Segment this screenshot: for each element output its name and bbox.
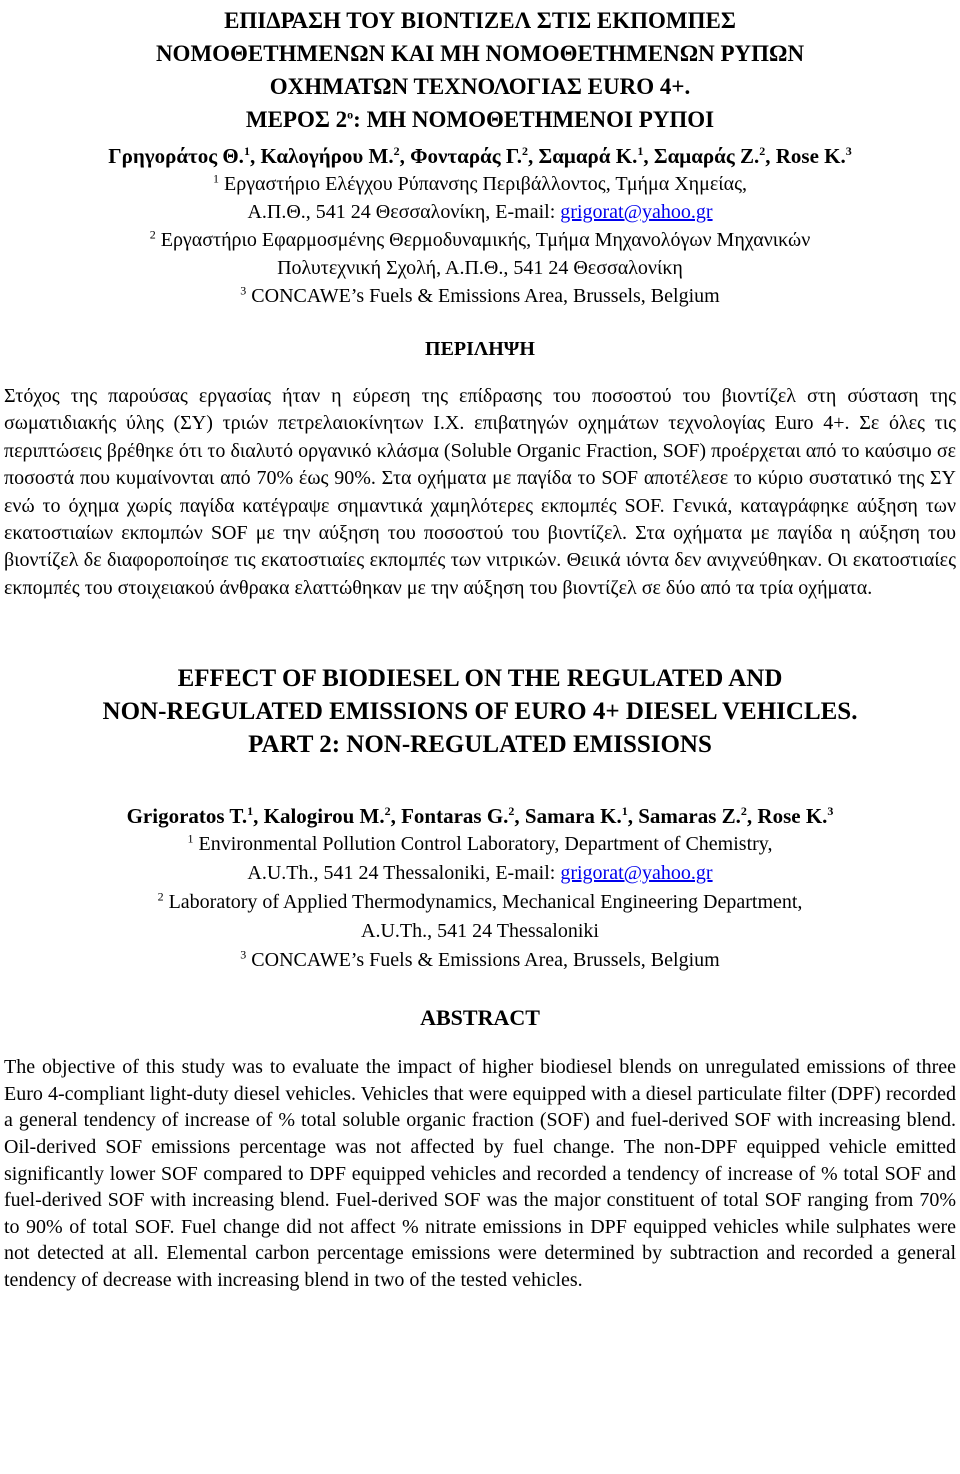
paper-page bbox=[2, 4, 958, 1294]
greek-affiliation-2 bbox=[4, 226, 956, 254]
affiliation-sup: 3 bbox=[240, 947, 247, 962]
author-sup: 2 bbox=[384, 804, 391, 819]
greek-abstract-heading: ΠΕΡΙΛΗΨΗ bbox=[425, 338, 535, 360]
author-name: Καλογήρου Μ. bbox=[260, 144, 394, 168]
author bbox=[638, 804, 757, 828]
author-sup: 2 bbox=[521, 144, 528, 158]
author-sup: 2 bbox=[759, 144, 766, 158]
author-sup: 2 bbox=[393, 144, 400, 158]
author-sep: , bbox=[527, 144, 539, 168]
affiliation-sup: 2 bbox=[149, 227, 156, 242]
greek-affiliation-2-line-2: Πολυτεχνική Σχολή, Α.Π.Θ., 541 24 Θεσσαλονίκη bbox=[277, 257, 683, 279]
author bbox=[127, 804, 264, 828]
author-sup: 1 bbox=[621, 804, 628, 819]
english-affiliations bbox=[4, 830, 956, 975]
email-link[interactable]: grigorat@yahoo.gr bbox=[560, 201, 713, 223]
greek-authors bbox=[4, 143, 956, 170]
author-name: Fontaras G. bbox=[401, 804, 509, 829]
english-affiliation-1-line-2 bbox=[4, 859, 956, 888]
english-abstract-heading: ABSTRACT bbox=[420, 1005, 540, 1031]
greek-title-line-4 bbox=[4, 103, 956, 136]
author-name: Samaras Z. bbox=[638, 804, 741, 829]
author bbox=[108, 144, 260, 168]
english-affiliation-1 bbox=[4, 830, 956, 859]
greek-title bbox=[4, 4, 956, 136]
author-sup: 2 bbox=[740, 804, 747, 819]
greek-affiliation-1 bbox=[4, 170, 956, 198]
english-affiliation-2-line-2: A.U.Th., 541 24 Thessaloniki bbox=[361, 920, 599, 943]
affiliation-text: Laboratory of Applied Thermodynamics, Mechanical Engineering Department, bbox=[163, 891, 803, 914]
english-abstract-text: The objective of this study was to evaluate the impact of higher biodiesel blends on unregulated emissions of three Euro 4-compliant light-duty diesel vehicles. Vehicles that were equipped with a diesel particulate filter (DPF) recorded a general tendency of increase of % total soluble organic fraction (SOF) and fuel-derived SOF with increasing blend. Oil-derived SOF emissions percentage was not affected by fuel change. The non-DPF equipped vehicle emitted significantly lower SOF compared to DPF equipped vehicles and recorded a tendency of increase of % total SOF and fuel-derived SOF with increasing blend. Fuel-derived SOF was the major constituent of total SOF ranging from 70% to 90% of total SOF. Fuel change did not affect % nitrate emissions in DPF equipped vehicles while sulphates were not detected at all. Elemental carbon percentage emissions were determined by subtraction and recorded a general tendency of decrease with increasing blend in two of the tested vehicles. bbox=[4, 1056, 956, 1291]
author bbox=[525, 804, 638, 828]
author-sup: 1 bbox=[637, 144, 644, 158]
author-sep: , bbox=[390, 804, 402, 829]
affiliation-sup: 3 bbox=[240, 283, 247, 298]
affiliation-text: Εργαστήριο Ελέγχου Ρύπανσης Περιβάλλοντος, Τμήμα Χημείας, bbox=[219, 173, 747, 195]
author-sep: , bbox=[399, 144, 411, 168]
author-name: Grigoratos T. bbox=[126, 804, 248, 829]
affiliation-sup: 1 bbox=[187, 831, 194, 846]
author-name: Φονταράς Γ. bbox=[410, 144, 522, 168]
author bbox=[401, 804, 525, 828]
greek-title-line-2: ΝΟΜΟΘΕΤΗΜΕΝΩΝ ΚΑΙ ΜΗ ΝΟΜΟΘΕΤΗΜΕΝΩΝ ΡΥΠΩΝ bbox=[155, 41, 805, 66]
author-name: Rose K. bbox=[757, 804, 828, 829]
english-affiliation-3 bbox=[4, 946, 956, 975]
greek-abstract-text: Στόχος της παρούσας εργασίας ήταν η εύρεση της επίδρασης του ποσοστού του βιοντίζελ στη σύσταση της σωματιδιακής ύλης (ΣΥ) τριών πετρελαιοκίνητων Ι.Χ. επιβατηγών οχημάτων τεχνολογίας Euro 4+. Σε όλες τις περιπτώσεις βρέθηκε ότι το διαλυτό οργανικό κλάσμα (Soluble Organic Fraction, SOF) προέρχεται από το καύσιμο σε ποσοστά που κυμαίνονται από 70% έως 90%. Στα οχήματα με παγίδα το SOF αποτέλεσε το κύριο συστατικό της ΣΥ ενώ το όχημα χωρίς παγίδα κατέγραψε σημαντικά χαμηλότερες εκπομπές SOF. Γενικά, καταγράφηκε αύξηση των εκατοστιαίων εκπομπών SOF με την αύξηση του ποσοστού του βιοντίζελ. Στα οχήματα με παγίδα η αύξηση του βιοντίζελ δε διαφοροποίησε τις εκατοστιαίες εκπομπές των νιτρικών. Θειικά ιόντα δεν ανιχνεύθηκαν. Οι εκατοστιαίες εκπομπές του στοιχειακού άνθρακα ελαττώθηκαν με την αύξηση του βιοντίζελ σε δύο από τα τρία οχήματα. bbox=[4, 385, 956, 599]
affiliation-text: CONCAWE’s Fuels & Emissions Area, Brussels, Belgium bbox=[246, 285, 720, 307]
affiliation-sup: 2 bbox=[157, 889, 164, 904]
english-title-line-3: PART 2: NON-REGULATED EMISSIONS bbox=[248, 731, 712, 759]
author-name: Rose K. bbox=[775, 144, 846, 168]
author-name: Γρηγοράτος Θ. bbox=[108, 144, 244, 168]
author-sup: 3 bbox=[845, 144, 852, 158]
greek-title-line-1: ΕΠΙΔΡΑΣΗ ΤΟΥ ΒΙΟΝΤΙΖΕΛ ΣΤΙΣ ΕΚΠΟΜΠΕΣ bbox=[224, 8, 736, 33]
author-sep: , bbox=[746, 804, 758, 829]
affiliation-text: Εργαστήριο Εφαρμοσμένης Θερμοδυναμικής, Τμήμα Μηχανολόγων Μηχανικών bbox=[155, 229, 811, 251]
author bbox=[757, 804, 833, 828]
author-sup: 2 bbox=[508, 804, 515, 819]
author-sep: , bbox=[627, 804, 639, 829]
author bbox=[776, 144, 852, 168]
author-sup: 3 bbox=[827, 804, 834, 819]
author-sep: , bbox=[765, 144, 776, 168]
author-sup: 1 bbox=[247, 804, 254, 819]
email-link[interactable]: grigorat@yahoo.gr bbox=[560, 862, 713, 885]
author-sep: , bbox=[643, 144, 654, 168]
author-name: Samara K. bbox=[524, 804, 622, 829]
affiliation-text: Α.Π.Θ., 541 24 Θεσσαλονίκη, E-mail: bbox=[247, 201, 561, 223]
greek-affiliation-1-line-2 bbox=[4, 198, 956, 226]
greek-affiliation-3 bbox=[4, 282, 956, 310]
author bbox=[410, 144, 538, 168]
english-title-line-2: NON-REGULATED EMISSIONS OF EURO 4+ DIESEL VEHICLES. bbox=[102, 698, 858, 726]
affiliation-sup: 1 bbox=[213, 171, 219, 186]
affiliation-text: A.U.Th., 541 24 Thessaloniki, E-mail: bbox=[247, 862, 561, 885]
author bbox=[260, 144, 410, 168]
affiliation-text: Environmental Pollution Control Laboratory, Department of Chemistry, bbox=[193, 833, 773, 856]
author-name: Kalogirou M. bbox=[263, 804, 385, 829]
greek-affiliations bbox=[4, 170, 956, 310]
author-name: Σαμαρά Κ. bbox=[538, 144, 638, 168]
english-authors bbox=[4, 803, 956, 830]
author bbox=[538, 144, 653, 168]
greek-title-part: ΜΕΡΟΣ 2 bbox=[245, 107, 348, 132]
greek-title-part: : ΜΗ ΝΟΜΟΘΕΤΗΜΕΝΟΙ ΡΥΠΟΙ bbox=[353, 107, 715, 132]
author bbox=[264, 804, 401, 828]
english-title bbox=[4, 662, 956, 761]
author-sep: , bbox=[253, 804, 264, 829]
affiliation-text: CONCAWE’s Fuels & Emissions Area, Brussels, Belgium bbox=[246, 949, 720, 972]
author-sup: 1 bbox=[243, 144, 250, 158]
greek-title-sup: ο bbox=[347, 107, 354, 122]
author-sep: , bbox=[249, 144, 261, 168]
greek-title-line-3: ΟΧΗΜΑΤΩΝ ΤΕΧΝΟΛΟΓΙΑΣ EURO 4+. bbox=[269, 74, 691, 99]
english-affiliation-2 bbox=[4, 888, 956, 917]
author-name: Σαμαράς Ζ. bbox=[653, 144, 760, 168]
english-title-line-1: EFFECT OF BIODIESEL ON THE REGULATED AND bbox=[177, 665, 783, 693]
author bbox=[654, 144, 776, 168]
author-sep: , bbox=[514, 804, 525, 829]
